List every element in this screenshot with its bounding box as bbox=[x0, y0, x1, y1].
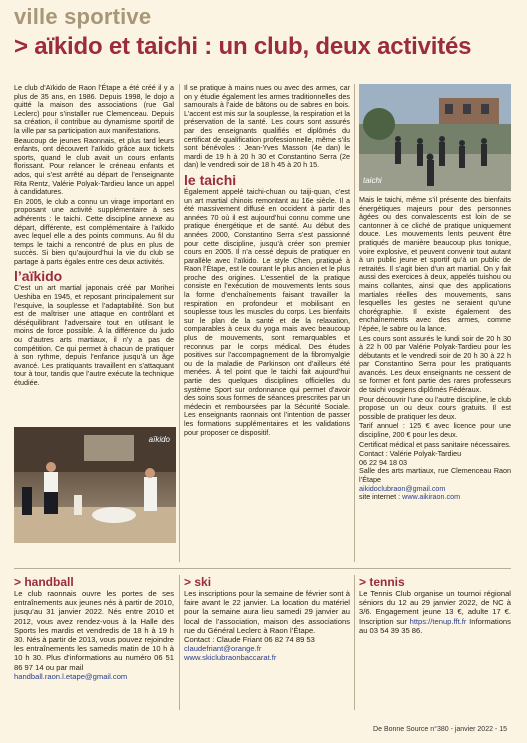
column-divider bbox=[354, 575, 355, 710]
contact-name: Contact : Valérie Polyak-Tardieu bbox=[359, 449, 462, 459]
contact-phone: 06 22 94 18 03 bbox=[359, 457, 407, 467]
column-divider bbox=[354, 84, 355, 562]
page-title: > aïkido et taichi : un club, deux activités bbox=[14, 33, 472, 60]
page-footer: De Bonne Source n°380 - janvier 2022 - 15 bbox=[373, 726, 507, 733]
tennis-text-start: Le Tennis Club organise un tournoi régional séniors du 12 au 29 janvier 2022, de NC à 3/6. Engagement jeune 13 €, adulte 17 €. Inscription sur bbox=[359, 589, 511, 626]
handball-box bbox=[14, 575, 174, 681]
website-link[interactable]: www.aikiraon.com bbox=[402, 492, 461, 502]
paragraph: Le club d’Aïkido de Raon l’Étape a été créé il y a plus de 35 ans, en 1986. Depuis 1998, le dojo a quitté la maison des associations (rue Gal Leclerc) pour s’installer rue Clemenceau. Depuis sa création, il contribue au dynamisme sportif de la ville par sa participation aux manifestations. bbox=[14, 83, 174, 135]
ski-text: Les inscriptions pour la semaine de février sont à faire avant le 22 janvier. La location du matériel pour la semaine aura lieu samedi 29 janvier au local de l’association, maison des associations rue du Général Leclerc à Raon l’Étape. bbox=[184, 589, 350, 635]
aikido-heading: l’aïkido bbox=[14, 268, 63, 285]
handball-email-link[interactable]: handball.raon.l.etape@gmail.com bbox=[14, 671, 128, 681]
paragraph: Pour découvrir l’une ou l’autre discipline, le club propose un ou deux cours gratuits. Il est possible de pratiquer les deux. bbox=[359, 394, 511, 421]
aikido-photo-caption: aïkido bbox=[148, 435, 170, 444]
ski-heading: > ski bbox=[184, 575, 212, 589]
paragraph: Il se pratique à mains nues ou avec des armes, car on y étudie également les armes traditionnelles des samouraïs à l’aide de bâtons ou de sabres en bois. L’accent est mis sur la souplesse, la respiration et la préservation de la santé. Les cours sont assurés par des enseignants qualifiés et diplômés du certificat de qualification professionnelle, même s’ils sont bénévoles : Jean-Yves Masson (4e dan) le mardi de 19 h à 20 h 30 et Constantino Serra (2e dan) le vendredi soir de 18 h 45 à 20 h 15. bbox=[184, 83, 350, 170]
paragraph: Les cours sont assurés le lundi soir de 20 h 30 à 22 h 00 par Valérie Polyak-Tardieu pour les débutants et le vendredi soir de 20 h 30 à 22 h par Constantino Serra pour les pratiquants avancés. Les deux enseignants ne cessent de se former et font partie des rares professeurs de taichi vosgiens diplômés Fédéraux. bbox=[359, 333, 511, 395]
taichi-photo-illustration bbox=[359, 84, 511, 191]
paragraph: Beaucoup de jeunes Raonnais, et plus tard leurs enfants, ont découvert l’aïkido grâce aux tickets sports, quand le club avait un cours enfants florissant. Pour relancer le créneau enfants et ados, qui s’est arrêté au départ de l’enseignante Rita Rentz, Valérie Polyak-Tardieu lance un appel à candidatures. bbox=[14, 135, 174, 197]
column-2 bbox=[184, 84, 350, 437]
email-link[interactable]: aikidoclubraon@gmail.com bbox=[359, 483, 446, 493]
column-divider bbox=[179, 575, 180, 710]
column-divider bbox=[179, 84, 180, 562]
tennis-text bbox=[359, 589, 511, 635]
paragraph: Certificat médical et pass sanitaire nécessaires. bbox=[359, 439, 511, 449]
website-label: site internet : bbox=[359, 492, 401, 502]
section-label: ville sportive bbox=[14, 4, 152, 29]
contact-address: Salle des arts martiaux, rue Clemenceau Raon l’Étape bbox=[359, 466, 511, 484]
tennis-text-end: Informations au 03 54 39 35 86. bbox=[359, 616, 511, 635]
tennis-box bbox=[359, 575, 511, 635]
paragraph: Tarif annuel : 125 € avec licence pour une discipline, 200 € pour les deux. bbox=[359, 421, 511, 440]
ski-contact: Contact : Claude Friant 06 82 74 89 53 bbox=[184, 635, 315, 645]
taichi-photo-caption: taichi bbox=[363, 176, 382, 185]
aikido-photo-illustration bbox=[14, 427, 176, 543]
ski-website-link[interactable]: www.skiclubraonbaccarat.fr bbox=[184, 653, 277, 663]
tennis-link[interactable]: https://tenup.fft.fr bbox=[409, 616, 467, 626]
paragraph: C’est un art martial japonais créé par Morihei Ueshiba en 1945, et reposant principalement sur l’esquive, la souplesse et l’adaptabilité. Son but est de maîtriser une attaque en contrôlant et déséquilibrant l’adversaire tout en utilisant le moins de force possible. À la différence du judo ou d’autres arts martiaux, il n’y a pas de compétition. Ce qui permet à chacun de pratiquer à son rythme, depuis l’enfance jusqu’à un âge avancé. Les pratiquants travaillent en s’attaquant tour à tour, tandis que l’autre exécute la technique étudiée. bbox=[14, 283, 174, 387]
paragraph: En 2005, le club a connu un virage important en proposant une activité supplémentaire à ses adhérents : le taichi. Cette discipline annexe au départ, différente, est complémentaire à l’aïkido avec lequel elle a des points communs. Au fil du temps le taichi a rencontré de plus en plus de succès. Si bien qu’aujourd’hui la vie du club se partage à parts égales entre ces deux activités. bbox=[14, 196, 174, 266]
handball-heading: > handball bbox=[14, 575, 74, 589]
paragraph: Mais le taichi, même s’il présente des bienfaits énergétiques majeurs pour des personnes âgées ou des convalescents est loin de se cantonner à ce cliché de pratique uniquement douce. Les mouvements lents peuvent être pratiqués de manière beaucoup plus tonique, voire explosive, et peuvent convenir tout autant à un public jeune et sportif qu’à un public de retraités. Il s’agit bien d’un art martial. On y fait aussi des exercices à deux, appelés tuishou ou mains collantes, ainsi que des applications martiales réelles des mouvements, sans lesquelles les gestes ne seraient qu’une chorégraphie. Il existe également des enchaînements avec des armes, comme l’épée, le sabre ou la lance. bbox=[359, 195, 511, 333]
taichi-heading: le taichi bbox=[184, 171, 237, 188]
ski-box bbox=[184, 575, 350, 663]
aikido-photo bbox=[14, 427, 176, 543]
column-1 bbox=[14, 83, 174, 387]
website-line bbox=[359, 493, 511, 502]
section-divider bbox=[14, 568, 511, 569]
handball-text: Le club raonnais ouvre les portes de ses entraînements aux jeunes nés à partir de 2010, jusqu’au 31 janvier 2022. Nés entre 2010 et 2012, vous avez rendez-vous à la Halle des Sports les mardis et vendredis de 18 h à 19 h 30. Nés à partir de 2013, vous pouvez rejoindre les entraînements les samedis matin de 10 h à 10 h 30. Plus d’informations au numéro 06 51 86 97 14 ou par mail bbox=[14, 589, 174, 672]
tennis-heading: > tennis bbox=[359, 575, 405, 589]
ski-email-link[interactable]: claudefriant@orange.fr bbox=[184, 644, 262, 654]
taichi-photo bbox=[359, 84, 511, 191]
column-3 bbox=[359, 196, 511, 502]
paragraph: Également appelé taichi-chuan ou taiji-quan, c’est un art martial chinois remontant au 16e siècle. Il a été massivement diffusé en occident à partir des années 70 où il est aujourd’hui connu comme une pratique énergétique et de santé. Au début des années 2000, Constantino Serra s’est passionné pour cette discipline, jusqu’à créer son premier cours en 2005. Il n’a cessé depuis de pratiquer en parallèle avec l’aïkido. Le style Chen, pratiqué à Raon l’Étape, est le courant le plus ancien et le plus proche des origines. L’essentiel de la pratique consiste en l’exécution de mouvements lents sous la forme d’enchaînements faisant travailler la respiration en profondeur et mobilisant en souplesse tous les muscles du corps. Les bienfaits sur le plan de la santé et de la relaxation, comparables à ceux du yoga mais avec beaucoup plus de mouvements, sont remarquables et reconnus par le corps médical. Des études positives sur l’accompagnement de la fibromyalgie ou de la maladie de Parkinson ont d’ailleurs été menées. À tel point que le taichi fait aujourd’hui partie des quelques disciplines officielles du système Sport sur ordonnance qui permet d’avoir des soins sous formes de séances prescrites par un médecin et remboursées par la Sécurité Sociale. Les enseignants raonnais ont l’intention de passer les formations supplémentaires et les validations pour proposer ce dispositif. bbox=[184, 186, 350, 437]
